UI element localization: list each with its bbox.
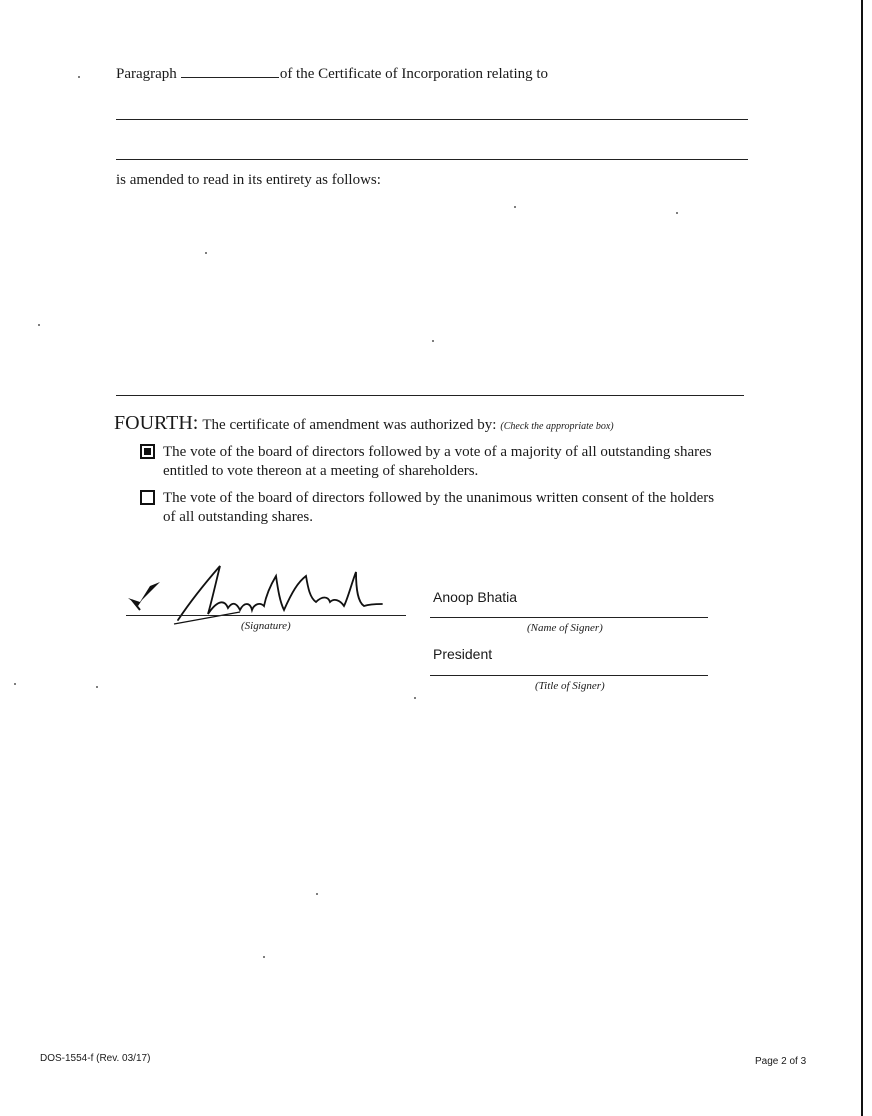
amended-text: is amended to read in its entirety as follows: — [116, 172, 381, 188]
checkbox-unanimous-consent[interactable] — [140, 490, 155, 505]
scan-speck — [263, 956, 265, 958]
signer-name: Anoop Bhatia — [433, 589, 518, 605]
scan-speck — [316, 893, 318, 895]
signer-title: President — [433, 646, 493, 662]
signer-name-line[interactable] — [430, 617, 708, 618]
scan-speck — [14, 683, 16, 685]
signer-title-caption: (Title of Signer) — [535, 680, 605, 692]
fourth-lead: The certificate of amendment was authorized by: — [202, 417, 497, 433]
scan-speck — [514, 206, 516, 208]
signature-caption: (Signature) — [241, 620, 291, 632]
signer-title-line[interactable] — [430, 675, 708, 676]
fourth-instruction: (Check the appropriate box) — [500, 421, 614, 432]
scan-speck — [205, 252, 207, 254]
scan-speck — [414, 697, 416, 699]
option-majority-text: The vote of the board of directors followed by a vote of a majority of all outstanding shares entitled to vote thereon at a meeting of shareholders. — [163, 444, 712, 479]
scan-speck — [432, 340, 434, 342]
paragraph-line — [116, 66, 548, 83]
scan-speck — [96, 686, 98, 688]
form-id: DOS-1554-f (Rev. 03/17) — [40, 1053, 151, 1064]
paragraph-prefix: Paragraph — [116, 66, 177, 82]
option-majority-vote — [140, 443, 723, 481]
subject-line-1[interactable] — [116, 119, 748, 120]
fourth-heading: FOURTH: — [114, 412, 199, 434]
scan-speck — [78, 76, 80, 78]
checkbox-majority-vote[interactable] — [140, 444, 155, 459]
paragraph-number-blank[interactable] — [181, 67, 279, 78]
paragraph-suffix: of the Certificate of Incorporation relating to — [279, 66, 549, 82]
option-unanimous-consent — [140, 489, 723, 527]
scan-speck — [676, 212, 678, 214]
page-number: Page 2 of 3 — [755, 1056, 807, 1067]
option-unanimous-text: The vote of the board of directors followed by the unanimous written consent of the holders of all outstanding shares. — [163, 490, 715, 525]
amendment-text-line[interactable] — [116, 395, 744, 396]
signer-name-caption: (Name of Signer) — [527, 622, 603, 634]
subject-line-2[interactable] — [116, 159, 748, 160]
signature-line[interactable] — [126, 615, 406, 616]
scan-speck — [38, 324, 40, 326]
fourth-heading-line — [114, 412, 614, 435]
scan-edge-line — [861, 0, 863, 1116]
